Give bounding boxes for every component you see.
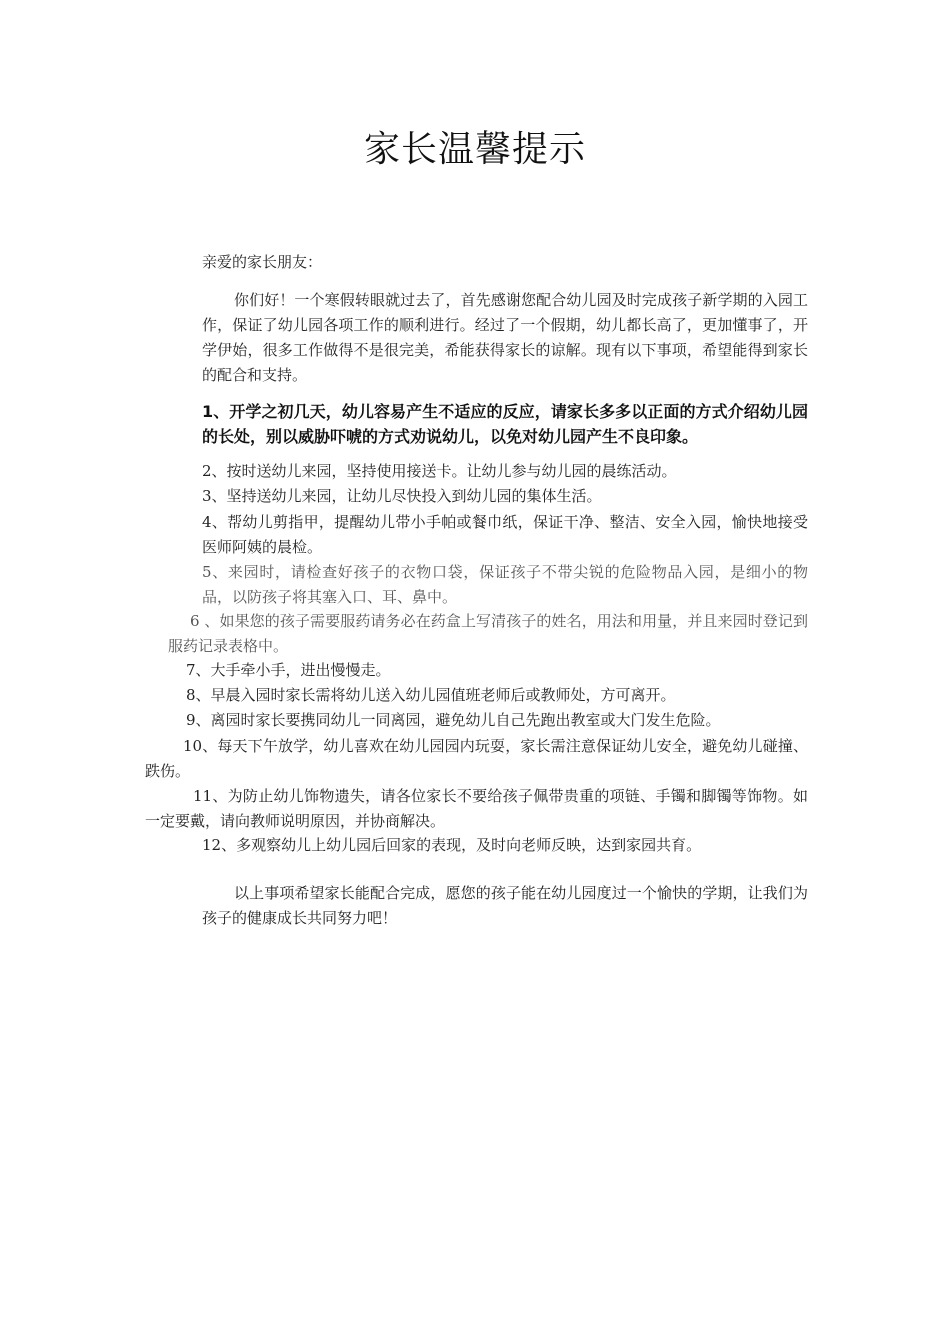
greeting: 亲爱的家长朋友：: [202, 253, 323, 271]
intro-paragraph: 你们好！一个寒假转眼就过去了，首先感谢您配合幼儿园及时完成孩子新学期的入园工作，保证了幼儿园各项工作的顺利进行。经过了一个假期，幼儿都长高了，更加懂事了，开学伊始，很多工作做得不是很完美，希能获得家长的谅解。现有以下事项，希望能得到家长的配合和支持。: [202, 291, 808, 384]
list-item-12: 12、多观察幼儿上幼儿园后回家的表现，及时向老师反映，达到家园共育。: [202, 836, 702, 854]
list-item-2: 2、按时送幼儿来园，坚持使用接送卡。让幼儿参与幼儿园的晨练活动。: [202, 462, 677, 480]
list-item-5: 5、来园时，请检查好孩子的衣物口袋，保证孩子不带尖锐的危险物品入园，是细小的物品，以防孩子将其塞入口、耳、鼻中。: [202, 563, 808, 606]
list-item-9: 9、离园时家长要携同幼儿一同离园，避免幼儿自己先跑出教室或大门发生危险。: [186, 711, 721, 729]
closing-paragraph: 以上事项希望家长能配合完成，愿您的孩子能在幼儿园度过一个愉快的学期，让我们为孩子的健康成长共同努力吧！: [202, 884, 808, 927]
list-item-4: 4、帮幼儿剪指甲，提醒幼儿带小手帕或餐巾纸，保证干净、整洁、安全入园，愉快地接受医师阿姨的晨检。: [202, 513, 808, 556]
document-title: 家长温馨提示: [363, 129, 586, 170]
list-item-8: 8、早晨入园时家长需将幼儿送入幼儿园值班老师后或教师处，方可离开。: [186, 686, 676, 704]
list-item-10: 10、每天下午放学，幼儿喜欢在幼儿园园内玩耍，家长需注意保证幼儿安全，避免幼儿碰撞、跌伤。: [145, 737, 808, 780]
list-item-11: 11、为防止幼儿饰物遗失，请各位家长不要给孩子佩带贵重的项链、手镯和脚镯等饰物。如一定要戴，请向教师说明原因，并协商解决。: [145, 787, 808, 830]
list-item-1: 1、开学之初几天，幼儿容易产生不适应的反应，请家长多多以正面的方式介绍幼儿园的长处，别以威胁吓唬的方式劝说幼儿，以免对幼儿园产生不良印象。: [202, 402, 808, 446]
list-item-6: 6 、如果您的孩子需要服药请务必在药盒上写清孩子的姓名，用法和用量，并且来园时登记到服药记录表格中。: [168, 612, 808, 655]
list-item-7: 7、大手牵小手，进出慢慢走。: [186, 661, 391, 679]
list-item-3: 3、坚持送幼儿来园，让幼儿尽快投入到幼儿园的集体生活。: [202, 487, 602, 505]
